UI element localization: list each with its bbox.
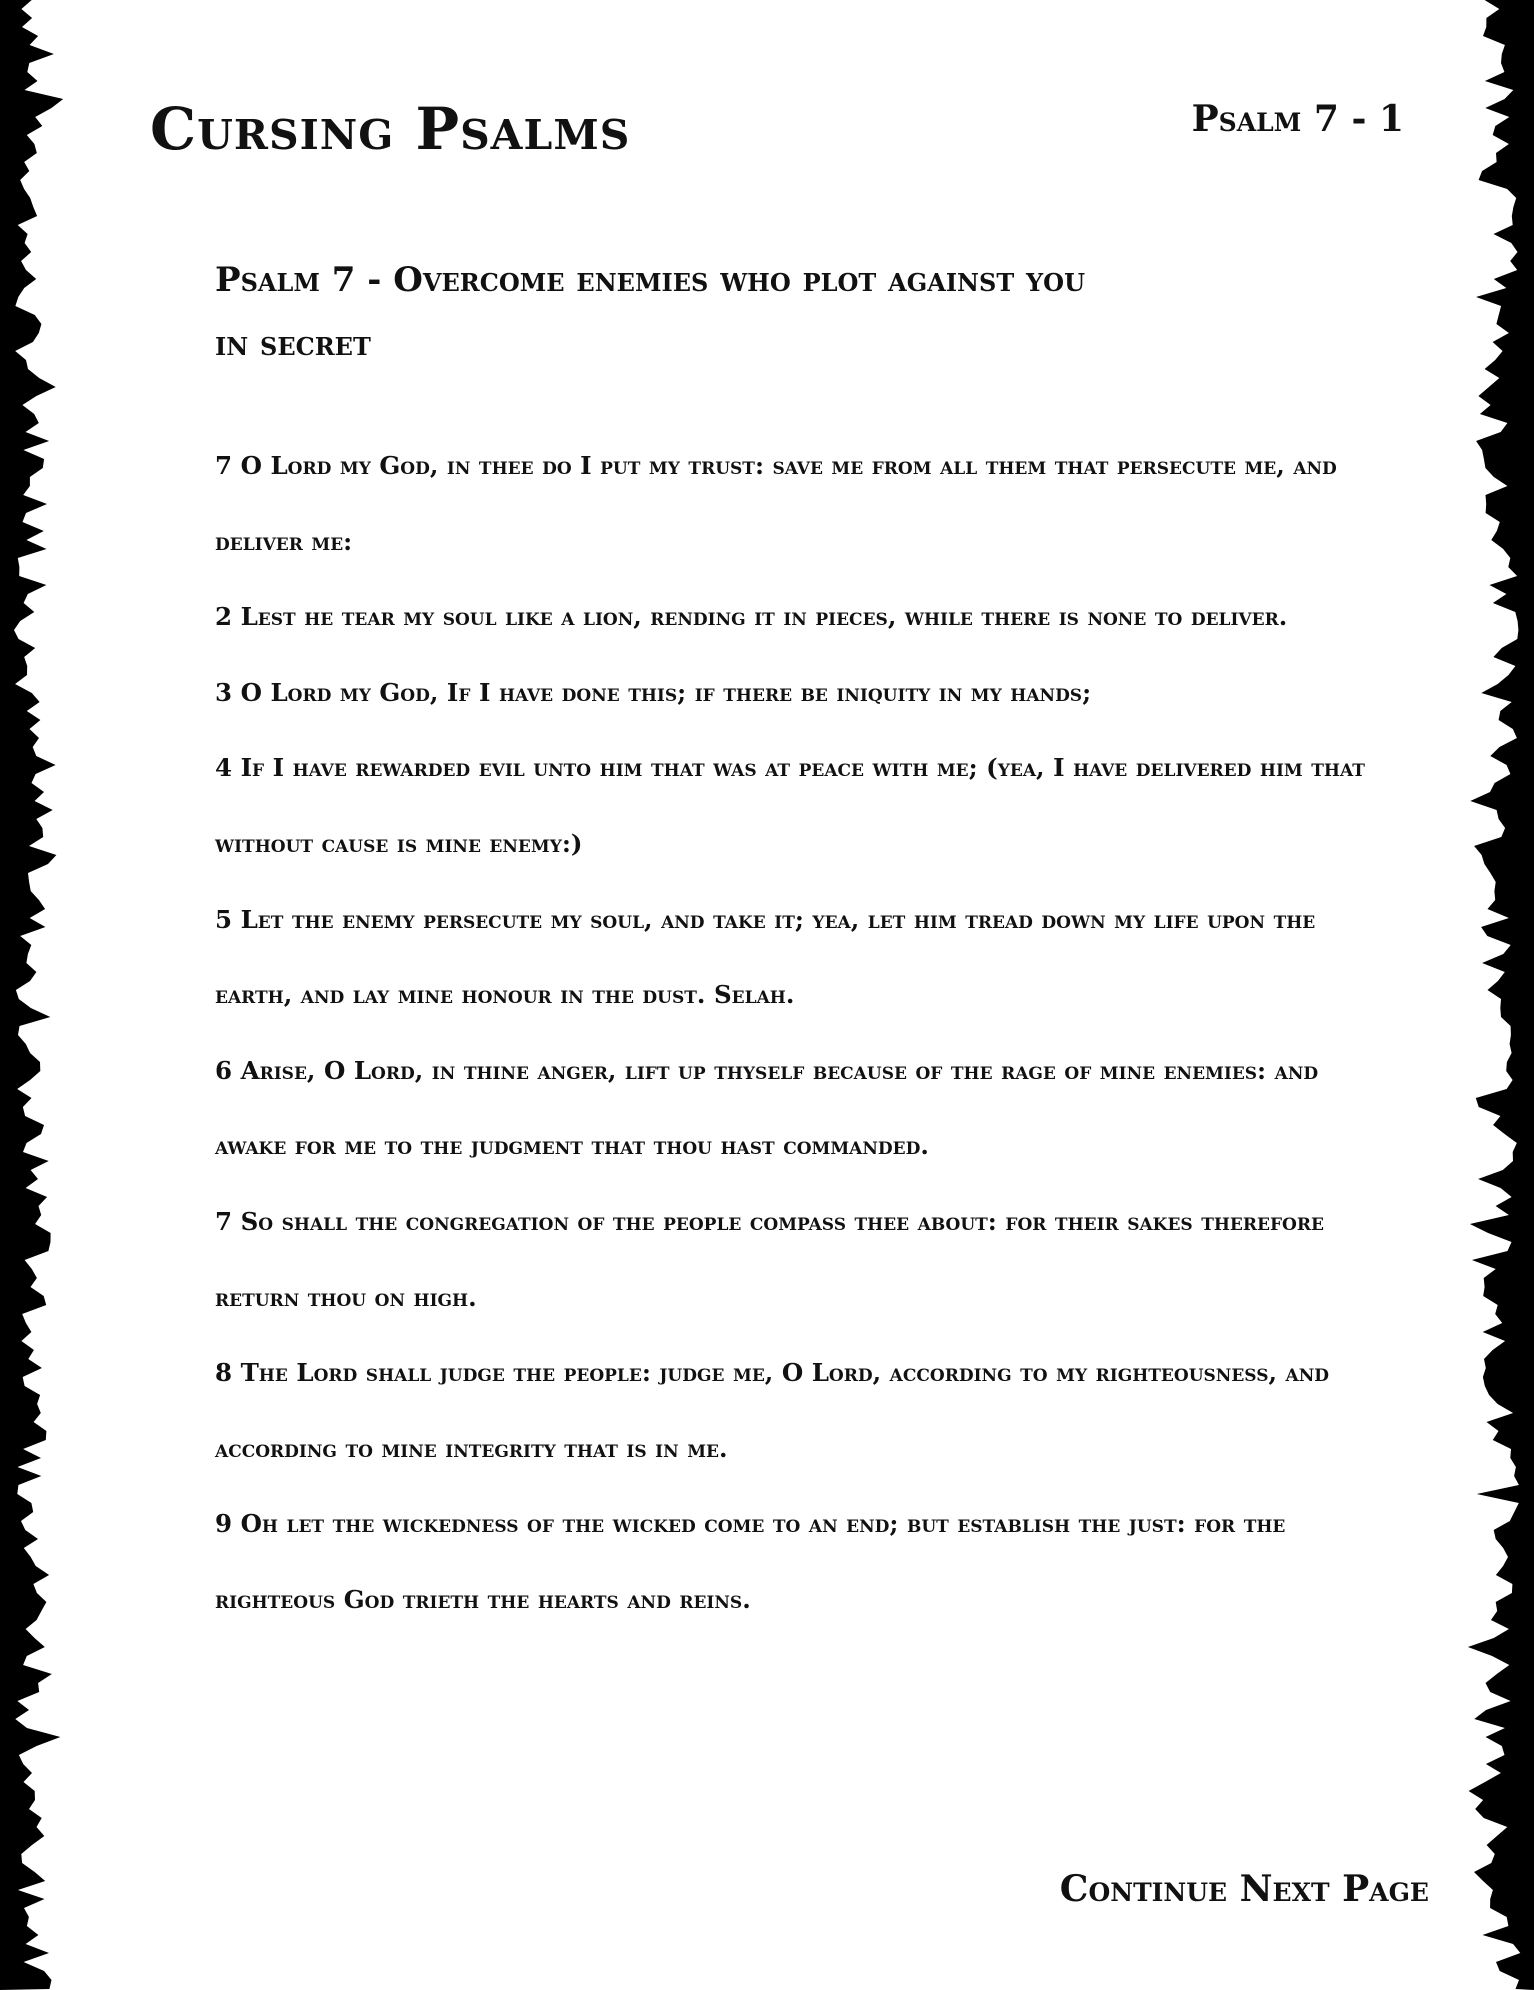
page-title: Cursing Psalms (150, 95, 631, 163)
page-label: Psalm 7 - 1 (1191, 98, 1404, 140)
verse: 2 Lest he tear my soul like a lion, rending it in pieces, while there is none to deliver. (215, 602, 1288, 632)
psalm-heading-line-1: Psalm 7 - Overcome enemies who plot against you (215, 260, 1085, 300)
verse: 3 O Lord my God, If I have done this; if there be iniquity in my hands; (215, 677, 1092, 707)
psalm-heading-line-2: in secret (215, 324, 371, 364)
torn-edge-right (1454, 0, 1534, 1990)
verse: 5 Let the enemy persecute my soul, and take it; yea, let him tread down my life upon the earth, and lay mine honour in the dust. Selah. (215, 904, 1316, 1010)
continue-next-page-note: Continue Next Page (1059, 1868, 1429, 1910)
verse-list (215, 428, 1380, 1638)
torn-edge-left (0, 0, 80, 1990)
verse: 7 O Lord my God, in thee do I put my trust: save me from all them that persecute me, and deliver me: (215, 451, 1337, 556)
verse: 6 Arise, O Lord, in thine anger, lift up thyself because of the rage of mine enemies: and awake for me to the judgment that thou hast commanded. (215, 1055, 1319, 1161)
verse: 7 So shall the congregation of the people compass thee about: for their sakes therefore return thou on high. (215, 1206, 1324, 1312)
verse: 4 If I have rewarded evil unto him that was at peace with me; (yea, I have delivered him that without cause is mine enemy:) (215, 753, 1365, 858)
verse: 8 The Lord shall judge the people: judge me, O Lord, according to my righteousness, and according to mine integrity that is in me. (215, 1358, 1330, 1463)
psalm-heading (215, 248, 1215, 376)
verse: 9 Oh let the wickedness of the wicked come to an end; but establish the just: for the righteous God trieth the hearts and reins. (215, 1509, 1286, 1614)
